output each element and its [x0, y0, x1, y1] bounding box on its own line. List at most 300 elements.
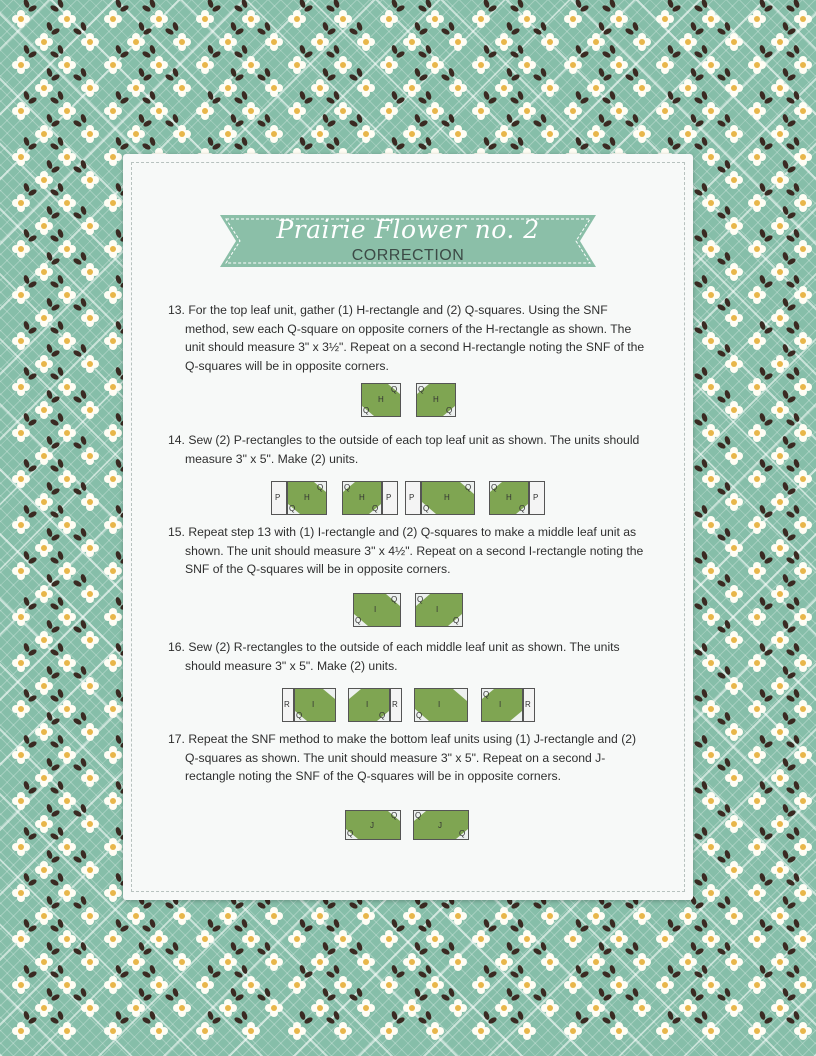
- flower-motif: [771, 79, 789, 97]
- flower-motif: [748, 1022, 766, 1040]
- flower-motif: [725, 217, 743, 235]
- flower-motif: [725, 953, 743, 971]
- flower-motif: [127, 125, 145, 143]
- flower-motif: [748, 148, 766, 166]
- flower-motif: [725, 125, 743, 143]
- flower-motif: [12, 194, 30, 212]
- flower-motif: [495, 999, 513, 1017]
- flower-motif: [288, 976, 306, 994]
- flower-motif: [725, 263, 743, 281]
- flower-motif: [771, 171, 789, 189]
- flower-motif: [196, 1022, 214, 1040]
- flower-motif: [311, 79, 329, 97]
- flower-motif: [265, 79, 283, 97]
- flower-motif: [219, 33, 237, 51]
- flower-motif: [771, 493, 789, 511]
- flower-motif: [12, 562, 30, 580]
- flower-motif: [725, 815, 743, 833]
- flower-motif: [495, 33, 513, 51]
- flower-motif: [334, 102, 352, 120]
- step-17-diagrams: [123, 810, 693, 846]
- flower-motif: [12, 884, 30, 902]
- page-title: Prairie Flower no. 2: [276, 215, 540, 244]
- flower-motif: [12, 332, 30, 350]
- flower-motif: [12, 378, 30, 396]
- flower-motif: [748, 838, 766, 856]
- h-unit: H Q Q: [287, 481, 327, 515]
- flower-motif: [725, 401, 743, 419]
- flower-motif: [771, 677, 789, 695]
- flower-motif: [357, 999, 375, 1017]
- flower-motif: [679, 907, 697, 925]
- flower-motif: [58, 424, 76, 442]
- flower-motif: [702, 424, 720, 442]
- flower-motif: [541, 125, 559, 143]
- flower-motif: [679, 953, 697, 971]
- flower-motif: [725, 677, 743, 695]
- flower-motif: [173, 33, 191, 51]
- flower-motif: [12, 148, 30, 166]
- flower-motif: [518, 56, 536, 74]
- flower-motif: [58, 56, 76, 74]
- flower-motif: [35, 539, 53, 557]
- flower-motif: [357, 79, 375, 97]
- flower-motif: [35, 723, 53, 741]
- flower-motif: [564, 930, 582, 948]
- flower-motif: [311, 953, 329, 971]
- flower-motif: [104, 930, 122, 948]
- flower-motif: [104, 654, 122, 672]
- flower-motif: [794, 286, 812, 304]
- flower-motif: [587, 79, 605, 97]
- flower-motif: [633, 33, 651, 51]
- flower-motif: [12, 424, 30, 442]
- flower-motif: [564, 10, 582, 28]
- flower-motif: [58, 516, 76, 534]
- flower-motif: [150, 930, 168, 948]
- flower-motif: [58, 1022, 76, 1040]
- flower-motif: [242, 976, 260, 994]
- flower-motif: [403, 125, 421, 143]
- step-17-text: 17. Repeat the SNF method to make the bottom leaf units using (1) J-rectangle and (2) Q-squares as shown. The unit should measure 3" x 5". Repeat on a second J-rectangle noting the SNF of the Q-squares will be in opposite corners.: [168, 732, 637, 783]
- flower-motif: [12, 240, 30, 258]
- flower-motif: [679, 33, 697, 51]
- flower-motif: [380, 930, 398, 948]
- flower-motif: [380, 102, 398, 120]
- flower-motif: [472, 1022, 490, 1040]
- flower-motif: [219, 999, 237, 1017]
- flower-motif: [81, 585, 99, 603]
- flower-motif: [35, 217, 53, 235]
- step-13-text: 13. For the top leaf unit, gather (1) H-rectangle and (2) Q-squares. Using the SNF method, sew each Q-square on opposite corners of the H-rectangle as shown. The unit should measure 3" x 3½". Repeat on a second H-rectangle noting the SNF of the Q-squares will be in opposite corners.: [168, 303, 645, 373]
- flower-motif: [702, 884, 720, 902]
- flower-motif: [702, 470, 720, 488]
- flower-motif: [265, 907, 283, 925]
- flower-motif: [564, 56, 582, 74]
- flower-motif: [58, 562, 76, 580]
- flower-motif: [794, 976, 812, 994]
- flower-motif: [725, 907, 743, 925]
- flower-motif: [748, 976, 766, 994]
- flower-motif: [35, 769, 53, 787]
- flower-motif: [104, 102, 122, 120]
- flower-motif: [794, 792, 812, 810]
- flower-motif: [449, 999, 467, 1017]
- flower-motif: [426, 102, 444, 120]
- flower-motif: [518, 102, 536, 120]
- flower-motif: [81, 631, 99, 649]
- flower-motif: [311, 125, 329, 143]
- flower-motif: [794, 470, 812, 488]
- step-15: [168, 523, 648, 579]
- i-unit: I Q: [481, 688, 523, 722]
- flower-motif: [794, 10, 812, 28]
- flower-motif: [12, 976, 30, 994]
- flower-motif: [104, 1022, 122, 1040]
- flower-motif: [357, 125, 375, 143]
- flower-motif: [771, 907, 789, 925]
- flower-motif: [81, 171, 99, 189]
- flower-motif: [58, 332, 76, 350]
- flower-motif: [541, 79, 559, 97]
- i-unit-left: I Q Q: [353, 593, 401, 627]
- p-strip: P: [529, 481, 545, 515]
- flower-motif: [702, 194, 720, 212]
- flower-motif: [12, 470, 30, 488]
- flower-motif: [81, 953, 99, 971]
- flower-motif: [771, 723, 789, 741]
- i-unit: I Q: [414, 688, 468, 722]
- flower-motif: [702, 838, 720, 856]
- j-unit-right: J Q Q: [413, 810, 469, 840]
- flower-motif: [104, 516, 122, 534]
- flower-motif: [403, 953, 421, 971]
- step-14-diagrams: [123, 481, 693, 517]
- flower-motif: [334, 930, 352, 948]
- flower-motif: [794, 562, 812, 580]
- flower-motif: [748, 56, 766, 74]
- flower-motif: [35, 907, 53, 925]
- flower-motif: [771, 263, 789, 281]
- flower-motif: [656, 102, 674, 120]
- flower-motif: [748, 654, 766, 672]
- flower-motif: [12, 286, 30, 304]
- p-strip: P: [405, 481, 421, 515]
- flower-motif: [771, 999, 789, 1017]
- flower-motif: [725, 539, 743, 557]
- flower-motif: [12, 1022, 30, 1040]
- flower-motif: [334, 10, 352, 28]
- flower-motif: [518, 10, 536, 28]
- flower-motif: [794, 608, 812, 626]
- r-strip: R: [390, 688, 402, 722]
- flower-motif: [633, 907, 651, 925]
- flower-motif: [58, 148, 76, 166]
- flower-motif: [12, 930, 30, 948]
- flower-motif: [81, 263, 99, 281]
- flower-motif: [610, 1022, 628, 1040]
- flower-motif: [725, 355, 743, 373]
- flower-motif: [380, 10, 398, 28]
- flower-motif: [81, 309, 99, 327]
- flower-motif: [449, 33, 467, 51]
- flower-motif: [702, 976, 720, 994]
- step-16-text: 16. Sew (2) R-rectangles to the outside of each middle leaf unit as shown. The units should measure 3" x 5". Make (2) units.: [168, 640, 620, 673]
- flower-motif: [426, 10, 444, 28]
- flower-motif: [725, 33, 743, 51]
- flower-motif: [472, 10, 490, 28]
- flower-motif: [311, 999, 329, 1017]
- flower-motif: [242, 56, 260, 74]
- flower-motif: [702, 378, 720, 396]
- flower-motif: [748, 424, 766, 442]
- instruction-card: [123, 154, 693, 900]
- flower-motif: [587, 999, 605, 1017]
- flower-motif: [748, 746, 766, 764]
- h-unit-right: H Q Q: [416, 383, 456, 417]
- flower-motif: [748, 378, 766, 396]
- flower-motif: [702, 654, 720, 672]
- flower-motif: [150, 976, 168, 994]
- flower-motif: [12, 102, 30, 120]
- flower-motif: [288, 930, 306, 948]
- flower-motif: [81, 493, 99, 511]
- flower-motif: [702, 56, 720, 74]
- flower-motif: [541, 999, 559, 1017]
- flower-motif: [58, 746, 76, 764]
- flower-motif: [35, 263, 53, 281]
- flower-motif: [702, 608, 720, 626]
- flower-motif: [35, 355, 53, 373]
- flower-motif: [265, 33, 283, 51]
- flower-motif: [794, 148, 812, 166]
- flower-motif: [725, 861, 743, 879]
- flower-motif: [288, 10, 306, 28]
- flower-motif: [610, 976, 628, 994]
- flower-motif: [771, 769, 789, 787]
- flower-motif: [702, 516, 720, 534]
- flower-motif: [449, 125, 467, 143]
- flower-motif: [748, 470, 766, 488]
- flower-motif: [610, 930, 628, 948]
- flower-motif: [81, 999, 99, 1017]
- flower-motif: [58, 976, 76, 994]
- flower-motif: [656, 10, 674, 28]
- flower-motif: [403, 999, 421, 1017]
- flower-motif: [748, 286, 766, 304]
- flower-motif: [150, 1022, 168, 1040]
- flower-motif: [35, 171, 53, 189]
- flower-motif: [35, 815, 53, 833]
- flower-motif: [288, 1022, 306, 1040]
- step-15-text: 15. Repeat step 13 with (1) I-rectangle and (2) Q-squares to make a middle leaf unit as shown. The unit should measure 3" x 4½". Repeat on a second I-rectangle noting the SNF of the Q-squares will be in opposite corners.: [168, 525, 644, 576]
- flower-motif: [58, 470, 76, 488]
- flower-motif: [265, 125, 283, 143]
- flower-motif: [81, 355, 99, 373]
- flower-motif: [35, 585, 53, 603]
- flower-motif: [725, 171, 743, 189]
- flower-motif: [702, 562, 720, 580]
- flower-motif: [12, 838, 30, 856]
- flower-motif: [380, 56, 398, 74]
- flower-motif: [104, 838, 122, 856]
- flower-motif: [541, 907, 559, 925]
- flower-motif: [150, 102, 168, 120]
- flower-motif: [58, 884, 76, 902]
- flower-motif: [610, 102, 628, 120]
- flower-motif: [104, 286, 122, 304]
- step-17: [168, 730, 648, 786]
- flower-motif: [541, 953, 559, 971]
- flower-motif: [265, 999, 283, 1017]
- flower-motif: [702, 930, 720, 948]
- flower-motif: [104, 562, 122, 580]
- flower-motif: [380, 1022, 398, 1040]
- flower-motif: [104, 608, 122, 626]
- flower-motif: [173, 999, 191, 1017]
- flower-motif: [748, 10, 766, 28]
- flower-motif: [58, 700, 76, 718]
- flower-motif: [725, 585, 743, 603]
- flower-motif: [196, 102, 214, 120]
- flower-motif: [104, 976, 122, 994]
- flower-motif: [58, 792, 76, 810]
- step-14-text: 14. Sew (2) P-rectangles to the outside of each top leaf unit as shown. The units should measure 3" x 5". Make (2) units.: [168, 433, 640, 466]
- flower-motif: [35, 79, 53, 97]
- flower-motif: [564, 102, 582, 120]
- flower-motif: [219, 953, 237, 971]
- flower-motif: [748, 194, 766, 212]
- flower-motif: [748, 562, 766, 580]
- flower-motif: [771, 309, 789, 327]
- flower-motif: [794, 654, 812, 672]
- flower-motif: [748, 102, 766, 120]
- flower-motif: [173, 125, 191, 143]
- flower-motif: [35, 861, 53, 879]
- flower-motif: [771, 631, 789, 649]
- flower-motif: [702, 102, 720, 120]
- flower-motif: [794, 516, 812, 534]
- flower-motif: [472, 976, 490, 994]
- r-strip: R: [282, 688, 294, 722]
- flower-motif: [58, 286, 76, 304]
- flower-motif: [104, 424, 122, 442]
- flower-motif: [771, 33, 789, 51]
- flower-motif: [771, 401, 789, 419]
- flower-motif: [518, 930, 536, 948]
- flower-motif: [334, 1022, 352, 1040]
- flower-motif: [748, 930, 766, 948]
- flower-motif: [725, 631, 743, 649]
- flower-motif: [403, 33, 421, 51]
- flower-motif: [81, 769, 99, 787]
- h-unit: H Q Q: [421, 481, 475, 515]
- flower-motif: [771, 585, 789, 603]
- flower-motif: [173, 79, 191, 97]
- flower-motif: [12, 746, 30, 764]
- h-unit: H Q Q: [342, 481, 382, 515]
- flower-motif: [702, 792, 720, 810]
- flower-motif: [472, 930, 490, 948]
- flower-motif: [81, 907, 99, 925]
- flower-motif: [58, 194, 76, 212]
- flower-motif: [58, 102, 76, 120]
- flower-motif: [104, 10, 122, 28]
- flower-motif: [196, 10, 214, 28]
- flower-motif: [679, 125, 697, 143]
- flower-motif: [725, 999, 743, 1017]
- p-strip: P: [382, 481, 398, 515]
- flower-motif: [265, 953, 283, 971]
- flower-motif: [242, 1022, 260, 1040]
- i-unit: I Q: [348, 688, 390, 722]
- flower-motif: [564, 1022, 582, 1040]
- flower-motif: [725, 723, 743, 741]
- flower-motif: [702, 240, 720, 258]
- step-13: [168, 301, 648, 375]
- flower-motif: [196, 56, 214, 74]
- flower-motif: [104, 240, 122, 258]
- flower-motif: [748, 884, 766, 902]
- flower-motif: [357, 907, 375, 925]
- flower-motif: [12, 792, 30, 810]
- p-strip: P: [271, 481, 287, 515]
- flower-motif: [35, 631, 53, 649]
- flower-motif: [104, 746, 122, 764]
- flower-motif: [35, 309, 53, 327]
- flower-motif: [104, 56, 122, 74]
- flower-motif: [725, 493, 743, 511]
- flower-motif: [794, 102, 812, 120]
- flower-motif: [81, 861, 99, 879]
- flower-motif: [725, 769, 743, 787]
- flower-motif: [794, 884, 812, 902]
- flower-motif: [104, 884, 122, 902]
- flower-motif: [587, 125, 605, 143]
- flower-motif: [426, 976, 444, 994]
- flower-motif: [173, 953, 191, 971]
- flower-motif: [702, 746, 720, 764]
- j-unit-left: J Q Q: [345, 810, 401, 840]
- flower-motif: [127, 999, 145, 1017]
- flower-motif: [656, 976, 674, 994]
- flower-motif: [35, 447, 53, 465]
- step-15-diagrams: [123, 593, 693, 629]
- flower-motif: [311, 907, 329, 925]
- flower-motif: [656, 1022, 674, 1040]
- i-unit: I Q: [294, 688, 336, 722]
- flower-motif: [748, 516, 766, 534]
- flower-motif: [748, 792, 766, 810]
- flower-motif: [725, 79, 743, 97]
- flower-motif: [679, 999, 697, 1017]
- flower-motif: [357, 953, 375, 971]
- flower-motif: [104, 700, 122, 718]
- flower-motif: [794, 1022, 812, 1040]
- flower-motif: [748, 240, 766, 258]
- flower-motif: [12, 56, 30, 74]
- flower-motif: [748, 700, 766, 718]
- title-banner: [220, 209, 596, 273]
- flower-motif: [702, 1022, 720, 1040]
- flower-motif: [564, 976, 582, 994]
- flower-motif: [35, 125, 53, 143]
- flower-motif: [219, 79, 237, 97]
- flower-motif: [334, 976, 352, 994]
- flower-motif: [771, 217, 789, 235]
- step-16: [168, 638, 648, 675]
- flower-motif: [35, 493, 53, 511]
